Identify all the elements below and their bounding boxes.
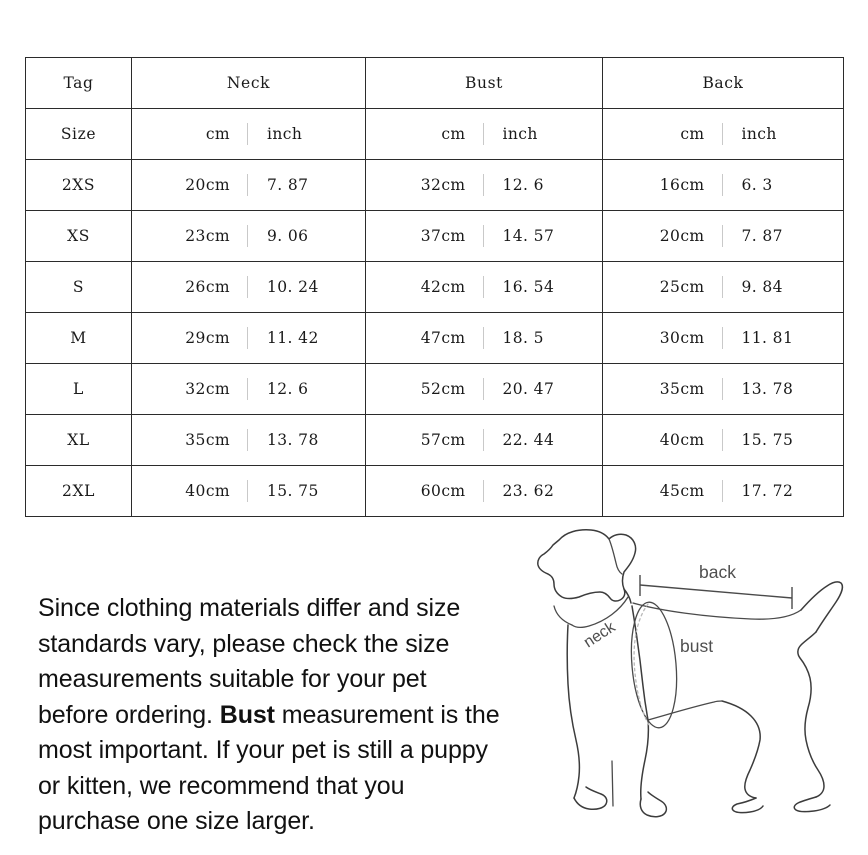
value-cm: 29cm xyxy=(185,329,230,347)
cell-bust xyxy=(366,313,603,364)
cell-bust xyxy=(366,262,603,313)
value-cm: 40cm xyxy=(659,431,705,449)
value-inch: 7. 87 xyxy=(267,176,309,194)
value-inch: 9. 84 xyxy=(741,278,783,296)
cell-tag: XL xyxy=(26,415,132,466)
value-cm: 40cm xyxy=(185,482,230,500)
table-unit-header-row xyxy=(26,109,844,160)
cell-neck xyxy=(132,415,366,466)
value-inch: 9. 06 xyxy=(267,227,309,245)
value-inch: 6. 3 xyxy=(741,176,773,194)
value-cm: 37cm xyxy=(420,227,466,245)
cell-bust xyxy=(366,415,603,466)
unit-cm-label: cm xyxy=(680,125,705,143)
value-inch: 20. 47 xyxy=(502,380,555,398)
sizing-note-paragraph xyxy=(38,591,500,840)
dog-tail-path xyxy=(801,582,842,632)
cell-bust xyxy=(366,466,603,517)
value-inch: 11. 81 xyxy=(741,329,794,347)
dog-hindquarter-path xyxy=(798,632,824,797)
cell-back xyxy=(603,415,844,466)
value-inch: 23. 62 xyxy=(502,482,555,500)
cell-neck xyxy=(132,211,366,262)
dog-topline-path xyxy=(633,603,801,619)
cell-back xyxy=(603,211,844,262)
value-inch: 22. 44 xyxy=(502,431,555,449)
dog-belly-path xyxy=(648,701,722,720)
unit-inch-label: inch xyxy=(741,125,777,143)
cell-tag: M xyxy=(26,313,132,364)
table-row xyxy=(26,313,844,364)
table-header-row xyxy=(26,58,844,109)
table-row xyxy=(26,160,844,211)
unit-header-neck xyxy=(132,109,366,160)
dog-shoulder-hash-path xyxy=(612,761,613,806)
cell-neck xyxy=(132,466,366,517)
header-tag: Tag xyxy=(26,58,132,109)
value-inch: 15. 75 xyxy=(741,431,794,449)
unit-inch-label: inch xyxy=(502,125,538,143)
value-cm: 42cm xyxy=(420,278,466,296)
value-cm: 20cm xyxy=(185,176,230,194)
cell-bust xyxy=(366,364,603,415)
note-text-part2: measurement is the most important. If your pet is still a puppy or kitten, we recommend that you purchase one size larger. xyxy=(38,700,500,835)
value-inch: 18. 5 xyxy=(502,329,544,347)
bust-label: bust xyxy=(680,636,714,656)
dog-illustration-svg xyxy=(496,518,868,855)
cell-tag: XS xyxy=(26,211,132,262)
value-cm: 16cm xyxy=(659,176,705,194)
value-cm: 23cm xyxy=(185,227,230,245)
neck-measure-curve xyxy=(572,597,628,627)
size-chart-table xyxy=(25,57,844,517)
header-bust: Bust xyxy=(366,58,603,109)
header-back: Back xyxy=(603,58,844,109)
cell-neck xyxy=(132,160,366,211)
size-chart-table-container xyxy=(25,57,843,507)
value-inch: 10. 24 xyxy=(267,278,319,296)
table-row xyxy=(26,262,844,313)
dog-rear-leg-front-path xyxy=(722,701,760,798)
value-cm: 57cm xyxy=(420,431,466,449)
value-cm: 32cm xyxy=(185,380,230,398)
cell-back xyxy=(603,364,844,415)
cell-back xyxy=(603,466,844,517)
value-cm: 45cm xyxy=(659,482,705,500)
cell-neck xyxy=(132,313,366,364)
cell-neck xyxy=(132,364,366,415)
value-cm: 30cm xyxy=(659,329,705,347)
table-row xyxy=(26,415,844,466)
value-cm: 25cm xyxy=(659,278,705,296)
value-inch: 7. 87 xyxy=(741,227,783,245)
neck-measure-line xyxy=(554,606,572,625)
value-inch: 12. 6 xyxy=(502,176,544,194)
dog-head-path xyxy=(538,530,636,601)
cell-tag: 2XL xyxy=(26,466,132,517)
header-neck: Neck xyxy=(132,58,366,109)
back-label: back xyxy=(699,562,736,582)
dog-front-paw-near-path xyxy=(640,792,666,817)
value-inch: 12. 6 xyxy=(267,380,309,398)
unit-cm-label: cm xyxy=(205,125,230,143)
header-size-label: Size xyxy=(26,109,132,160)
value-cm: 35cm xyxy=(659,380,705,398)
cell-bust xyxy=(366,211,603,262)
unit-inch-label: inch xyxy=(267,125,303,143)
unit-header-bust xyxy=(366,109,603,160)
value-inch: 17. 72 xyxy=(741,482,794,500)
cell-back xyxy=(603,160,844,211)
dog-ear-line xyxy=(609,539,622,574)
value-inch: 16. 54 xyxy=(502,278,555,296)
value-cm: 60cm xyxy=(420,482,466,500)
unit-header-back xyxy=(603,109,844,160)
table-row xyxy=(26,364,844,415)
unit-cm-label: cm xyxy=(441,125,466,143)
cell-neck xyxy=(132,262,366,313)
value-inch: 13. 78 xyxy=(267,431,319,449)
table-row xyxy=(26,466,844,517)
cell-back xyxy=(603,313,844,364)
value-cm: 20cm xyxy=(659,227,705,245)
note-emphasis-bust: Bust xyxy=(219,700,275,729)
cell-tag: L xyxy=(26,364,132,415)
dog-measurement-diagram xyxy=(496,518,868,855)
cell-tag: S xyxy=(26,262,132,313)
note-text-part1: Since clothing materials differ and size standards vary, please check the size measurements suitable for your pet before ordering. xyxy=(38,594,461,729)
cell-back xyxy=(603,262,844,313)
dog-rear-paw-back-path xyxy=(794,797,830,812)
cell-tag: 2XS xyxy=(26,160,132,211)
value-cm: 26cm xyxy=(185,278,230,296)
value-cm: 35cm xyxy=(185,431,230,449)
value-cm: 52cm xyxy=(420,380,466,398)
bust-measure-hidden-arc xyxy=(634,604,649,725)
value-inch: 11. 42 xyxy=(267,329,319,347)
neck-label: neck xyxy=(580,618,619,652)
table-row xyxy=(26,211,844,262)
value-cm: 47cm xyxy=(420,329,466,347)
value-inch: 14. 57 xyxy=(502,227,555,245)
value-inch: 15. 75 xyxy=(267,482,319,500)
cell-bust xyxy=(366,160,603,211)
value-cm: 32cm xyxy=(420,176,466,194)
value-inch: 13. 78 xyxy=(741,380,794,398)
dog-front-paw-far-path xyxy=(574,787,607,809)
dog-rear-paw-front-path xyxy=(732,798,763,813)
dog-front-leg-far-path xyxy=(567,625,579,798)
